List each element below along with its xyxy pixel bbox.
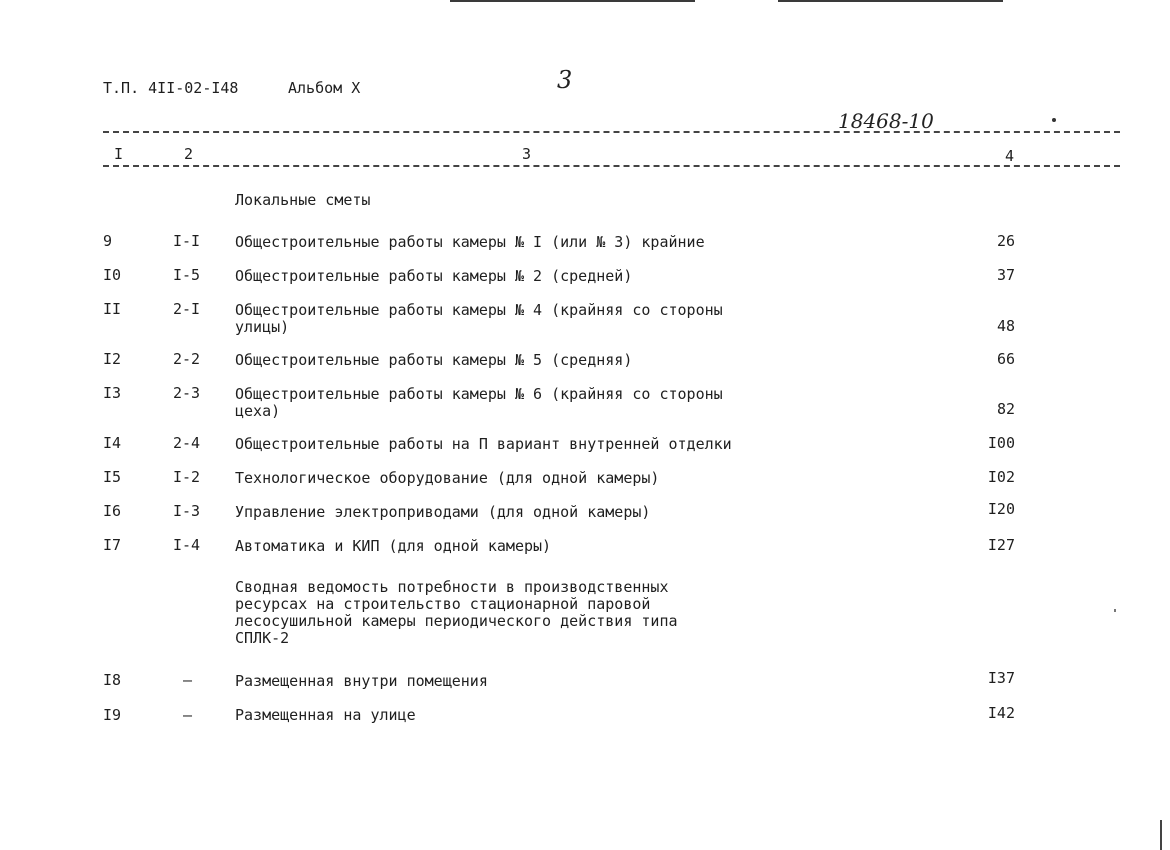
row-text: Технологическое оборудование (для одной камеры) bbox=[235, 469, 660, 487]
row-number: II bbox=[103, 300, 122, 318]
row-code: I-I bbox=[173, 232, 201, 250]
row-code: 2-3 bbox=[173, 384, 201, 402]
row-text: Общестроительные работы камеры № 4 (крайняя со стороны bbox=[235, 301, 723, 319]
summary-line: СПЛК-2 bbox=[235, 629, 290, 647]
row-page: I02 bbox=[987, 468, 1015, 486]
row-code: 2-4 bbox=[173, 434, 201, 452]
handwritten-page-mark: 3 bbox=[557, 66, 573, 94]
row-page: 66 bbox=[996, 350, 1015, 368]
document-code: Т.П. 4II-02-I48 bbox=[103, 79, 239, 97]
row-code: 2-2 bbox=[173, 350, 201, 368]
row-page: I27 bbox=[987, 536, 1015, 554]
scan-edge-line bbox=[778, 0, 1003, 2]
archive-number: 18468-10 bbox=[838, 109, 934, 133]
row-number: I3 bbox=[103, 384, 122, 402]
summary-line: ресурсах на строительство стационарной паровой bbox=[235, 595, 651, 613]
row-text: Общестроительные работы на П вариант внутренней отделки bbox=[235, 435, 732, 453]
scan-edge-line bbox=[450, 0, 695, 2]
row-page: I42 bbox=[987, 704, 1015, 722]
row-code: – bbox=[183, 671, 193, 689]
scan-edge-mark bbox=[1160, 820, 1162, 850]
row-text: Общестроительные работы камеры № 6 (крайняя со стороны bbox=[235, 385, 723, 403]
row-number: I8 bbox=[103, 671, 122, 689]
summary-line: Сводная ведомость потребности в производственных bbox=[235, 578, 669, 596]
row-code: I-5 bbox=[173, 266, 201, 284]
row-page: I20 bbox=[987, 500, 1015, 518]
row-text: Общестроительные работы камеры № 2 (средней) bbox=[235, 267, 633, 285]
section-title-local-estimates: Локальные сметы bbox=[235, 191, 371, 209]
column-header-2: 2 bbox=[184, 145, 194, 163]
row-text: Управление электроприводами (для одной камеры) bbox=[235, 503, 651, 521]
row-text: Размещенная на улице bbox=[235, 706, 416, 724]
row-page: I00 bbox=[987, 434, 1015, 452]
row-text: Общестроительные работы камеры № 5 (средняя) bbox=[235, 351, 633, 369]
row-page: 48 bbox=[996, 317, 1015, 335]
row-page: I37 bbox=[987, 669, 1015, 687]
ink-dot bbox=[1052, 118, 1056, 122]
row-text-continued: улицы) bbox=[235, 318, 290, 336]
row-number: I7 bbox=[103, 536, 122, 554]
album-label: Альбом X bbox=[288, 79, 361, 97]
dashed-rule-header bbox=[103, 165, 1120, 167]
row-page: 26 bbox=[996, 232, 1015, 250]
row-code: I-4 bbox=[173, 536, 201, 554]
scan-speck bbox=[1114, 609, 1116, 612]
row-code: I-2 bbox=[173, 468, 201, 486]
row-number: 9 bbox=[103, 232, 113, 250]
row-number: I0 bbox=[103, 266, 122, 284]
row-code: – bbox=[183, 706, 193, 724]
row-code: I-3 bbox=[173, 502, 201, 520]
row-number: I9 bbox=[103, 706, 122, 724]
row-text-continued: цеха) bbox=[235, 402, 281, 420]
row-number: I4 bbox=[103, 434, 122, 452]
row-number: I5 bbox=[103, 468, 122, 486]
row-code: 2-I bbox=[173, 300, 201, 318]
summary-line: лесосушильной камеры периодического действия типа bbox=[235, 612, 678, 630]
row-text: Общестроительные работы камеры № I (или № 3) крайние bbox=[235, 233, 705, 251]
column-header-1: I bbox=[114, 145, 124, 163]
row-page: 82 bbox=[996, 400, 1015, 418]
dashed-rule-top bbox=[103, 131, 1120, 133]
row-number: I2 bbox=[103, 350, 122, 368]
row-text: Автоматика и КИП (для одной камеры) bbox=[235, 537, 552, 555]
row-page: 37 bbox=[996, 266, 1015, 284]
row-number: I6 bbox=[103, 502, 122, 520]
row-text: Размещенная внутри помещения bbox=[235, 672, 488, 690]
column-header-3: 3 bbox=[522, 145, 532, 163]
column-header-4: 4 bbox=[1005, 147, 1015, 165]
